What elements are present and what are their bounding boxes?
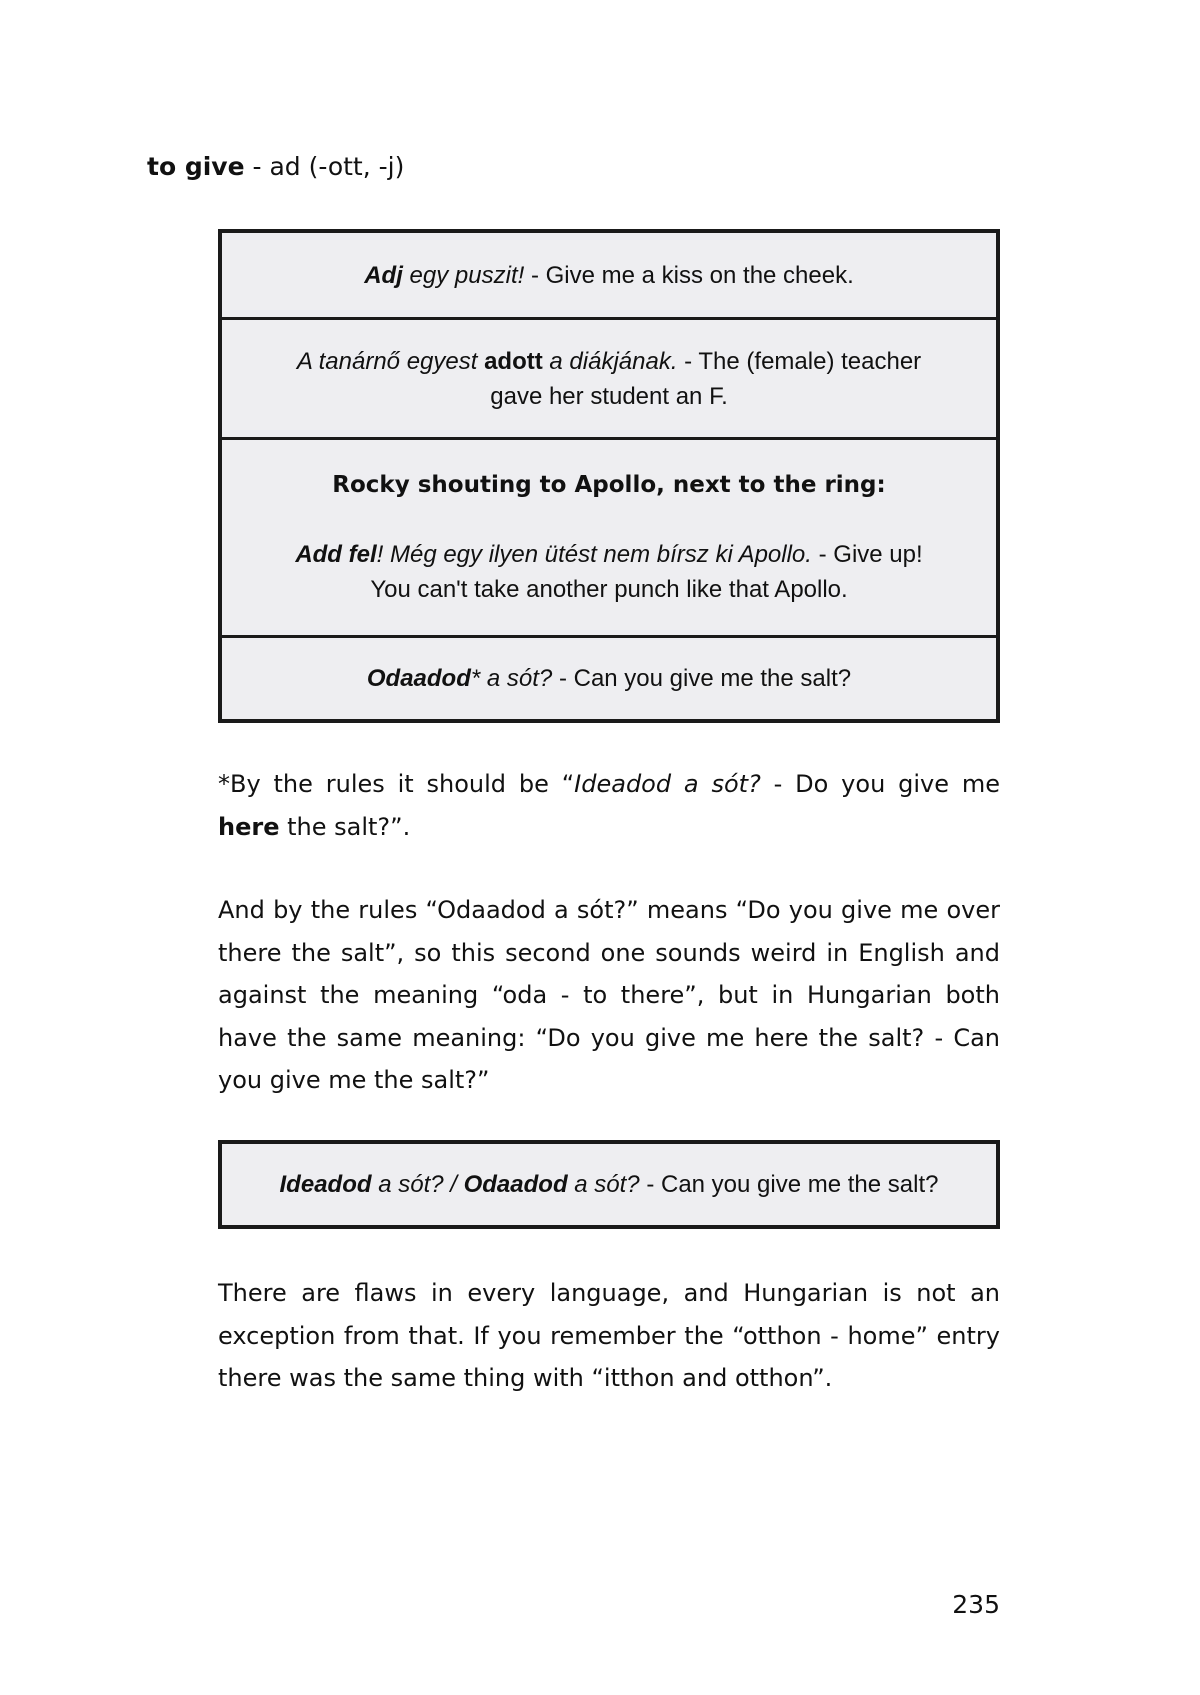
summary-box bbox=[218, 1140, 1000, 1229]
example-text: A tanárnő egyest adott a diákjának. - The (female) teacher bbox=[296, 347, 922, 375]
page-number: 235 bbox=[952, 1590, 1000, 1619]
example-row bbox=[222, 437, 996, 635]
closing-paragraph: There are flaws in every language, and Hungarian is not an exception from that. If you remember the “otthon - home” entry there was the same thing with “itthon and otthon”. bbox=[218, 1279, 1000, 1392]
examples-table bbox=[218, 229, 1000, 723]
example-text: Adj egy puszit! - Give me a kiss on the cheek. bbox=[364, 261, 854, 289]
entry-heading bbox=[147, 147, 404, 187]
example-row bbox=[222, 635, 996, 719]
example-row bbox=[222, 233, 996, 317]
entry-definition: - ad (-ott, -j) bbox=[244, 152, 405, 181]
explanation-paragraph: And by the rules “Odaadod a sót?” means “Do you give me over there the salt”, so this second one sounds weird in English and against the meaning “oda - to there”, but in Hungarian both have the same meaning: “Do you give me here the salt? - Can you give me the salt?” bbox=[218, 896, 1000, 1094]
example-text: Odaadod* a sót? - Can you give me the salt? bbox=[366, 665, 852, 692]
example-row bbox=[222, 317, 996, 437]
scene-title: Rocky shouting to Apollo, next to the ring: bbox=[332, 472, 886, 498]
entry-term: to give bbox=[147, 152, 245, 181]
summary-text: Ideadod a sót? / Odaadod a sót? - Can you give me the salt? bbox=[279, 1170, 939, 1198]
example-text-line2: gave her student an F. bbox=[490, 382, 728, 410]
example-text: Add fel! Még egy ilyen ütést nem bírsz ki Apollo. - Give up! bbox=[295, 541, 923, 568]
footnote-paragraph: *By the rules it should be “Ideadod a sót? - Do you give me here the salt?”. bbox=[218, 770, 1000, 841]
example-text-line2: You can't take another punch like that Apollo. bbox=[370, 576, 848, 603]
